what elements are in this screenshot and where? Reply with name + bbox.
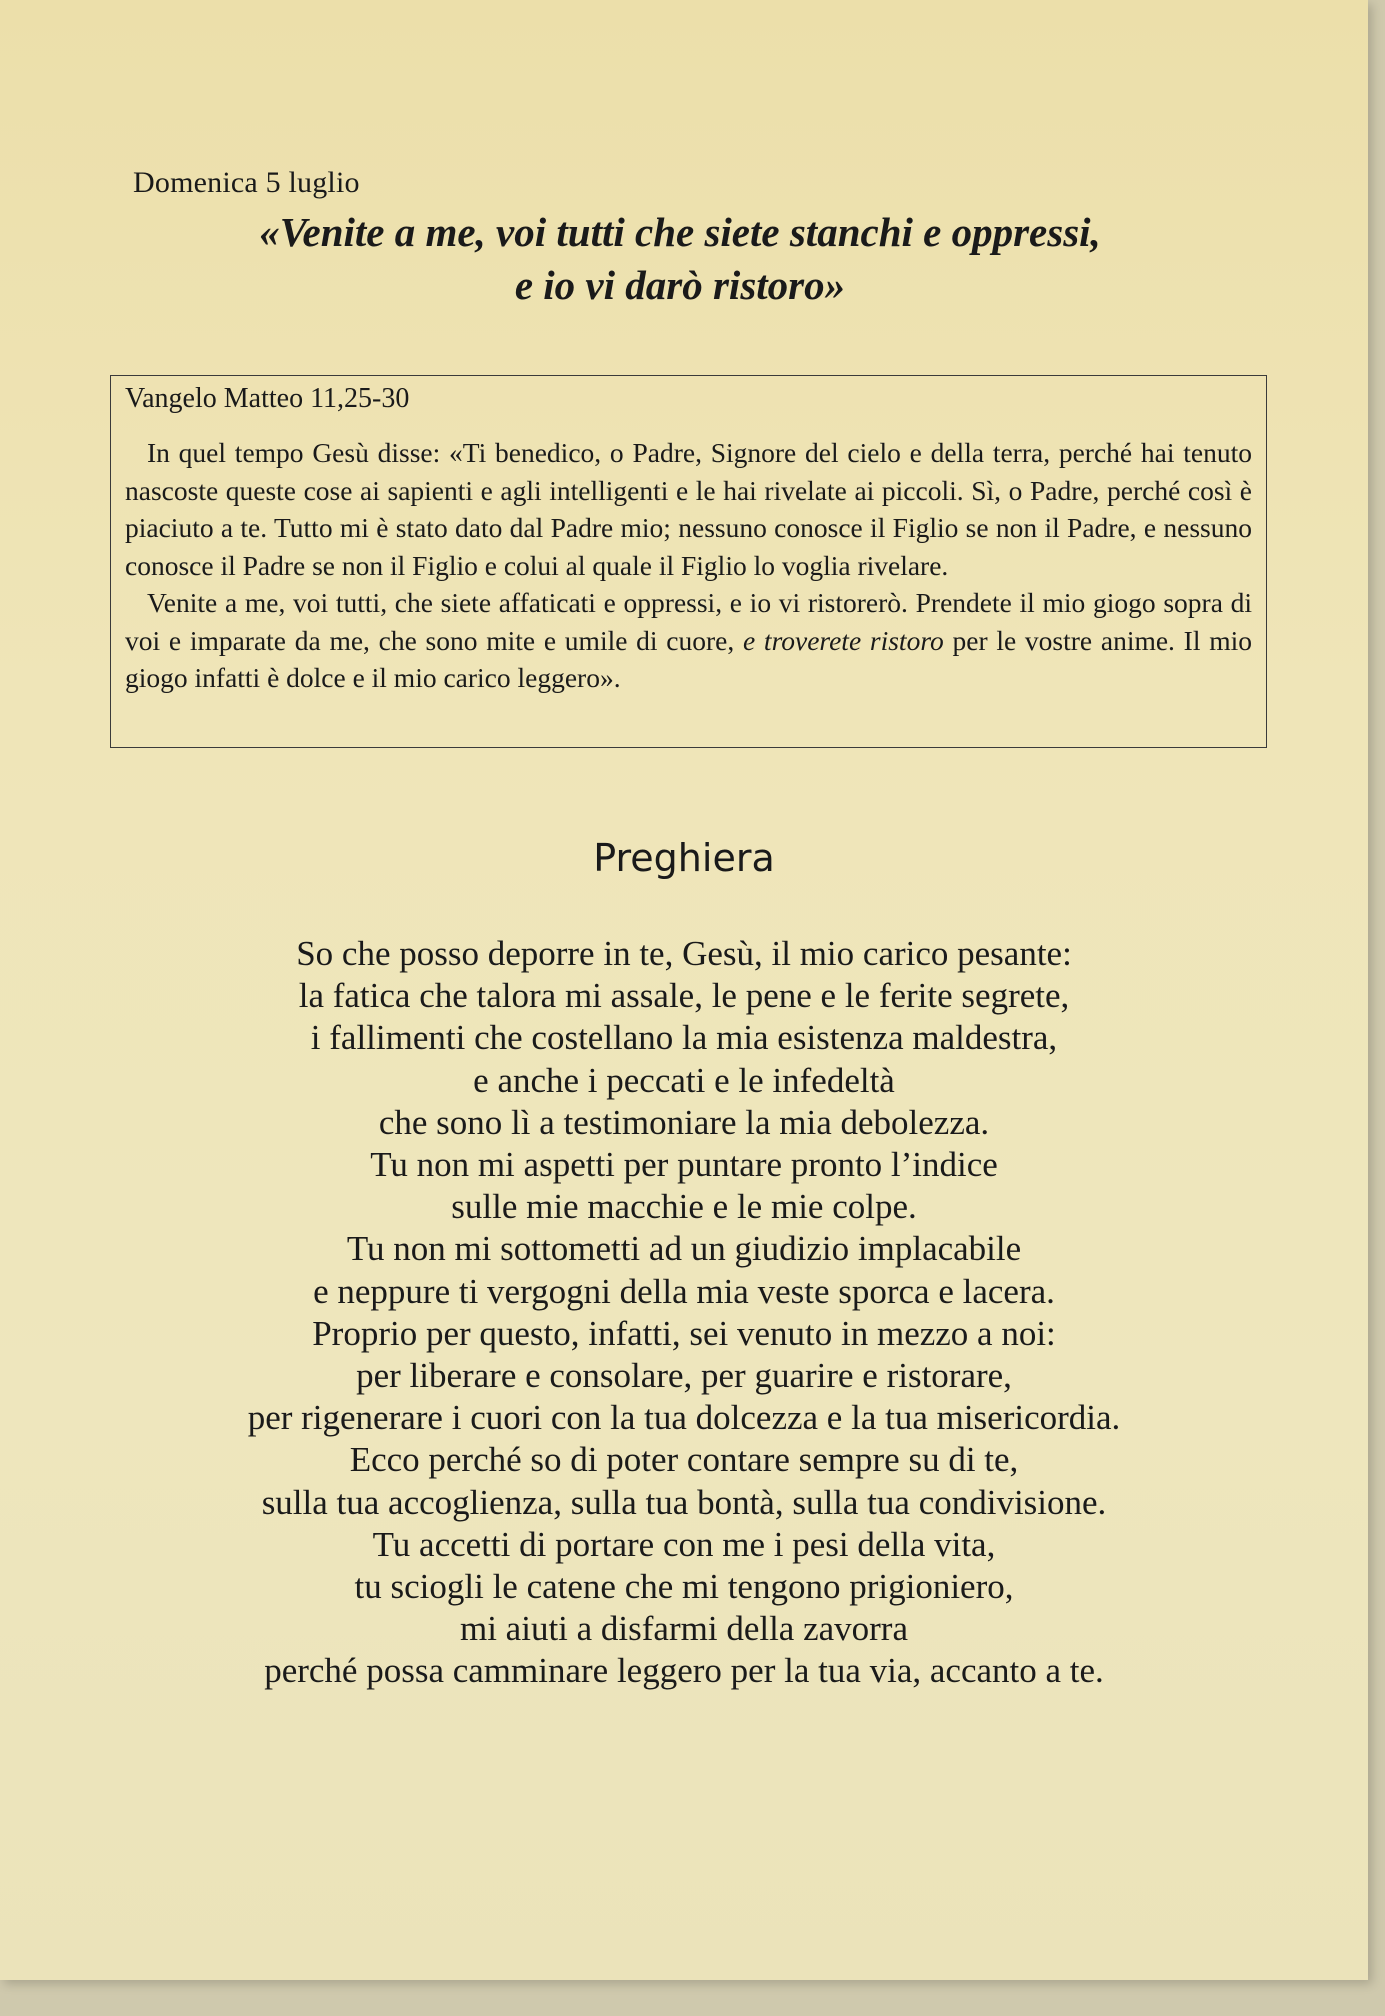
prayer-line: Tu accetti di portare con me i pesi della vita, xyxy=(372,1524,996,1564)
prayer-line: perché possa camminare leggero per la tua via, accanto a te. xyxy=(264,1651,1104,1691)
gospel-paragraph-2-end: per le vostre anime. Il mio giogo infatti è dolce e il mio carico leggero». xyxy=(125,624,1252,693)
headline-line-1: «Venite a me, voi tutti che siete stanchi e oppressi, xyxy=(259,209,1101,255)
prayer-line: i fallimenti che costellano la mia esistenza maldestra, xyxy=(310,1018,1058,1058)
prayer-line: Tu non mi aspetti per puntare pronto l’indice xyxy=(370,1145,998,1185)
prayer-line: per liberare e consolare, per guarire e ristorare, xyxy=(356,1356,1012,1396)
headline-line-2: e io vi darò ristoro» xyxy=(514,262,846,308)
headline-quote xyxy=(140,206,1220,312)
prayer-line: Ecco perché so di poter contare sempre su di te, xyxy=(349,1440,1019,1480)
prayer-line: che sono lì a testimoniare la mia debolezza. xyxy=(378,1102,990,1142)
gospel-paragraph-2 xyxy=(125,584,1252,697)
date-line: Domenica 5 luglio xyxy=(133,166,360,199)
prayer-line: Tu non mi sottometti ad un giudizio implacabile xyxy=(346,1229,1022,1269)
prayer-line: e anche i peccati e le infedeltà xyxy=(473,1060,895,1100)
prayer-line: So che posso deporre in te, Gesù, il mio carico pesante: xyxy=(296,934,1072,973)
gospel-paragraph-1: In quel tempo Gesù disse: «Ti benedico, o Padre, Signore del cielo e della terra, perché hai tenuto nascoste queste cose ai sapienti e agli intelligenti e le hai rivelate ai piccoli. Sì, o Padre, perché così è piaciuto a te. Tutto mi è stato dato dal Padre mio; nessuno conosce il Figlio se non il Padre, e nessuno conosce il Padre se non il Figlio e colui al quale il Figlio lo voglia rivelare. xyxy=(125,437,1252,581)
gospel-box xyxy=(110,375,1267,748)
prayer-line: sulla tua accoglienza, sulla tua bontà, sulla tua condivisione. xyxy=(261,1482,1107,1522)
prayer-line: tu sciogli le catene che mi tengono prigioniero, xyxy=(354,1567,1014,1607)
gospel-text xyxy=(125,434,1252,697)
gospel-paragraph-2-italic: e troverete ristoro xyxy=(742,624,944,656)
prayer-line: sulle mie macchie e le mie colpe. xyxy=(451,1187,917,1227)
prayer-line: per rigenerare i cuori con la tua dolcezza e la tua misericordia. xyxy=(247,1398,1121,1438)
prayer-text xyxy=(0,933,1368,1693)
prayer-line: mi aiuti a disfarmi della zavorra xyxy=(459,1609,908,1649)
prayer-title: Preghiera xyxy=(593,836,775,880)
prayer-line: la fatica che talora mi assale, le pene e le ferite segrete, xyxy=(298,976,1070,1016)
prayer-line: Proprio per questo, infatti, sei venuto in mezzo a noi: xyxy=(312,1313,1056,1353)
gospel-reference: Vangelo Matteo 11,25-30 xyxy=(125,383,410,414)
prayer-line: e neppure ti vergogni della mia veste sporca e lacera. xyxy=(313,1271,1055,1311)
gospel-paragraph-2-start: Venite a me, voi tutti, che siete affaticati e oppressi, e io vi ristorerò. Prendete il mio giogo sopra di voi e imparate da me, che sono mite e umile di cuore, xyxy=(125,587,1252,656)
